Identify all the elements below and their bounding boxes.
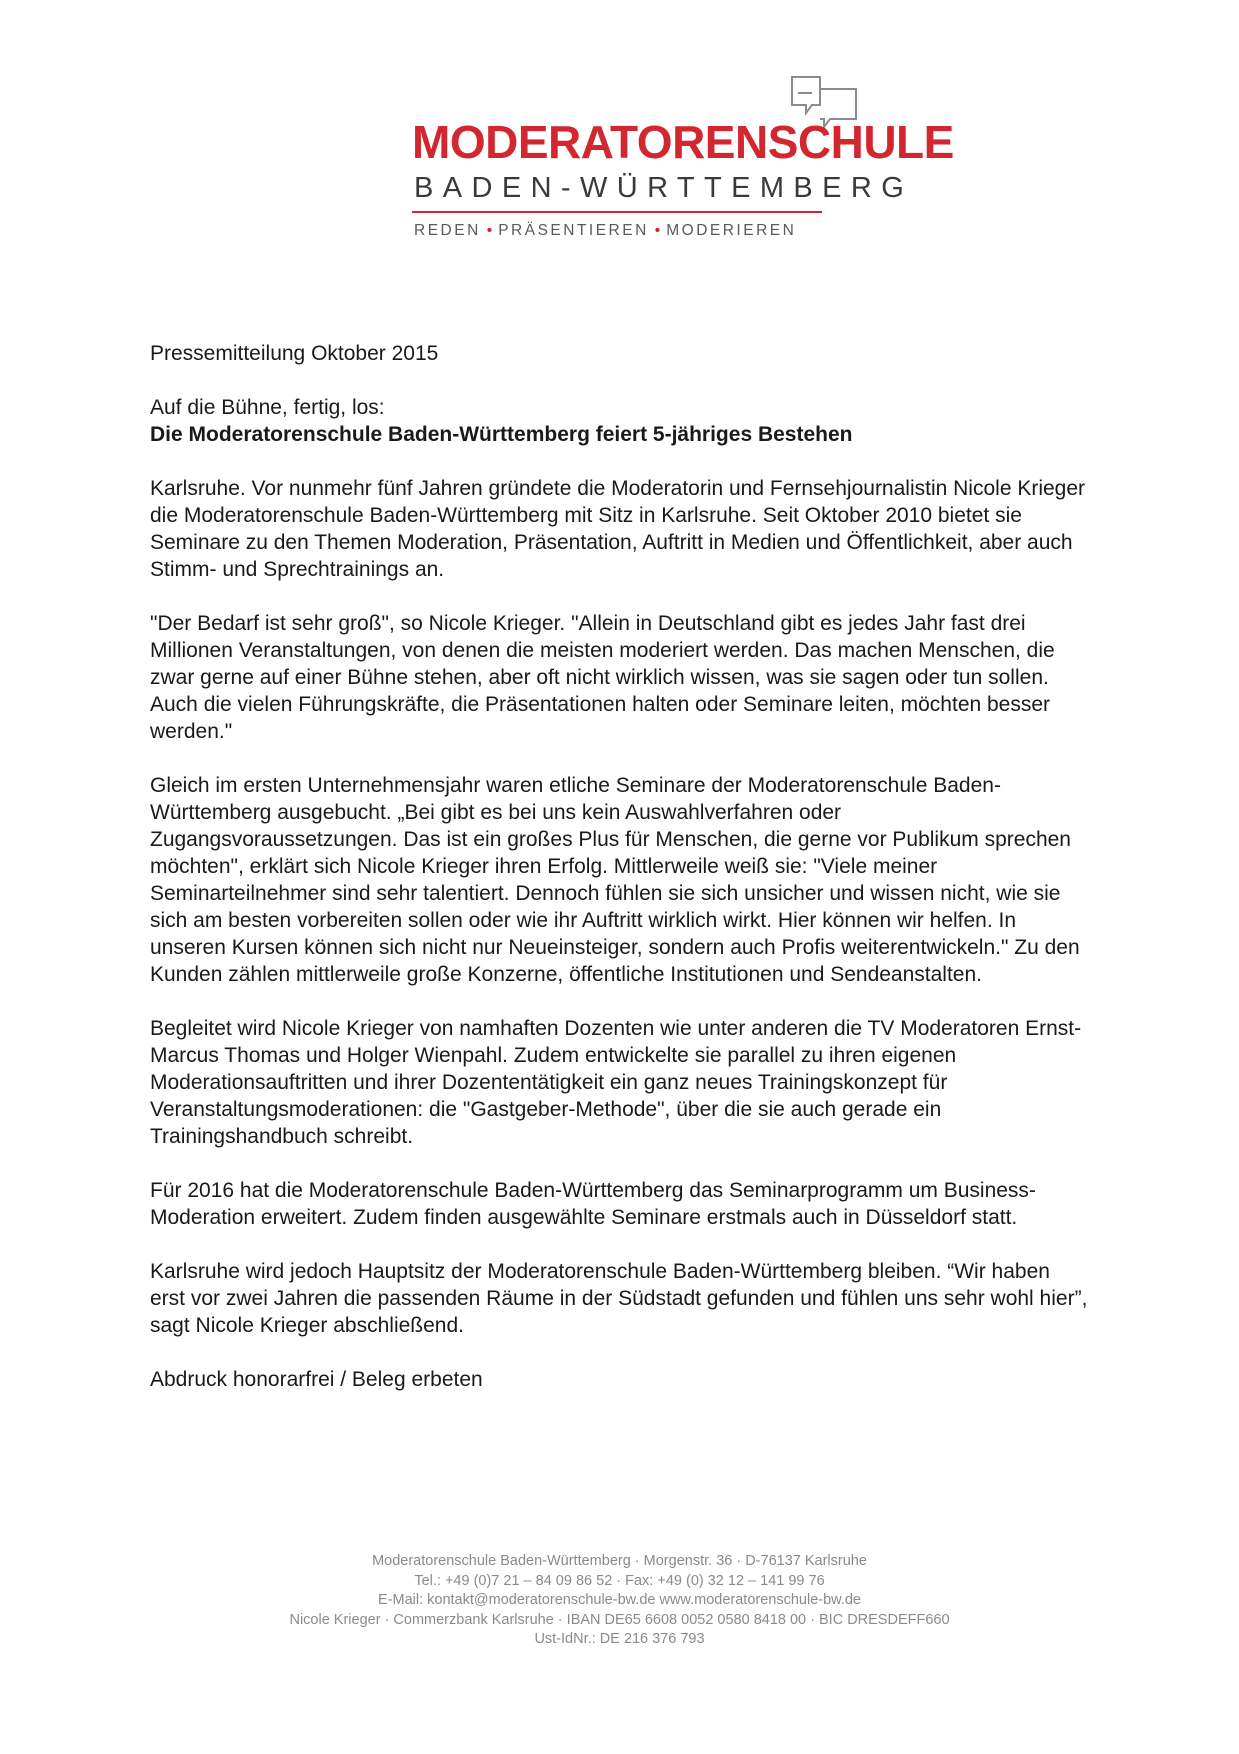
press-release-body [150,340,1090,1420]
footer-contact: E-Mail: kontakt@moderatorenschule-bw.de www.moderatorenschule-bw.de [378,1592,861,1608]
logo-tagline [414,220,834,242]
headline-lead: Auf die Bühne, fertig, los: [150,396,385,419]
paragraph: Für 2016 hat die Moderatorenschule Baden-Württemberg das Seminarprogramm um Business-Moderation erweitert. Zudem finden ausgewählte Seminare erstmals auch in Düsseldorf statt. [150,1179,1036,1229]
logo-region: BADEN-WÜRTTEMBERG [414,172,914,204]
tagline-item: MODERIEREN [666,222,797,239]
footer-address: Moderatorenschule Baden-Württemberg · Morgenstr. 36 · D-76137 Karlsruhe [372,1553,867,1569]
paragraph: Gleich im ersten Unternehmensjahr waren etliche Seminare der Moderatorenschule Baden-Württemberg ausgebucht. „Bei gibt es bei uns kein Auswahlverfahren oder Zugangsvoraussetzungen. Das ist ein großes Plus für Menschen, die gerne vor Publikum sprechen möchten", erklärt sich Nicole Krieger ihren Erfolg. Mittlerweile weiß sie: "Viele meiner Seminarteilnehmer sind sehr talentiert. Dennoch fühlen sie sich unsicher und wissen nicht, wie sie sich am besten vorbereiten sollen oder wie ihr Auftritt wirklich wirkt. Hier können wir helfen. In unseren Kursen können sich nicht nur Neueinsteiger, sondern auch Profis weiterentwickeln." Zu den Kunden zählen mittlerweile große Konzerne, öffentliche Institutionen und Sendeanstalten. [150,774,1080,986]
footer [0,1552,1239,1650]
tagline-separator: • [654,222,661,239]
headline-block [150,394,1090,448]
paragraph: Karlsruhe. Vor nunmehr fünf Jahren gründete die Moderatorin und Fernsehjournalistin Nicole Krieger die Moderatorenschule Baden-Württemberg mit Sitz in Karlsruhe. Seit Oktober 2010 bietet sie Seminare zu den Themen Moderation, Präsentation, Auftritt in Medien und Öffentlichkeit, aber auch Stimm- und Sprechtrainings an. [150,477,1086,581]
tagline-separator: • [486,222,493,239]
logo [0,70,1239,250]
paragraph: Begleitet wird Nicole Krieger von namhaften Dozenten wie unter anderen die TV Moderatoren Ernst-Marcus Thomas und Holger Wienpahl. Zudem entwickelte sie parallel zu ihren eigenen Moderationsauftritten und ihrer Dozententätigkeit ein ganz neues Trainingskonzept für Veranstaltungsmoderationen: die "Gastgeber-Methode", über die sie auch gerade ein Trainingshandbuch schreibt. [150,1017,1082,1148]
logo-divider [412,211,822,213]
logo-wordmark: MODERATORENSCHULE [412,116,954,168]
footer-vat: Ust-IdNr.: DE 216 376 793 [534,1631,705,1647]
paragraph: Karlsruhe wird jedoch Hauptsitz der Moderatorenschule Baden-Württemberg bleiben. “Wir haben erst vor zwei Jahren die passenden Räume in der Südstadt gefunden und fühlen uns sehr wohl hier”, sagt Nicole Krieger abschließend. [150,1260,1088,1337]
tagline-item: PRÄSENTIEREN [498,222,649,239]
tagline-item: REDEN [414,222,481,239]
release-date: Pressemitteilung Oktober 2015 [150,342,439,365]
paragraph: "Der Bedarf ist sehr groß", so Nicole Krieger. "Allein in Deutschland gibt es jedes Jahr fast drei Millionen Veranstaltungen, von denen die meisten moderiert werden. Das machen Menschen, die zwar gerne auf einer Bühne stehen, aber oft nicht wirklich wissen, was sie sagen oder tun sollen. Auch die vielen Führungskräfte, die Präsentationen halten oder Seminare leiten, möchten besser werden." [150,612,1055,743]
footer-phone: Tel.: +49 (0)7 21 – 84 09 86 52 · Fax: +49 (0) 32 12 – 141 99 76 [414,1572,825,1589]
footer-bank: Nicole Krieger · Commerzbank Karlsruhe · IBAN DE65 6608 0052 0580 8418 00 · BIC DRESDEFF660 [289,1611,950,1628]
headline: Die Moderatorenschule Baden-Württemberg feiert 5-jähriges Bestehen [150,423,853,446]
closing-note: Abdruck honorarfrei / Beleg erbeten [150,1368,483,1391]
